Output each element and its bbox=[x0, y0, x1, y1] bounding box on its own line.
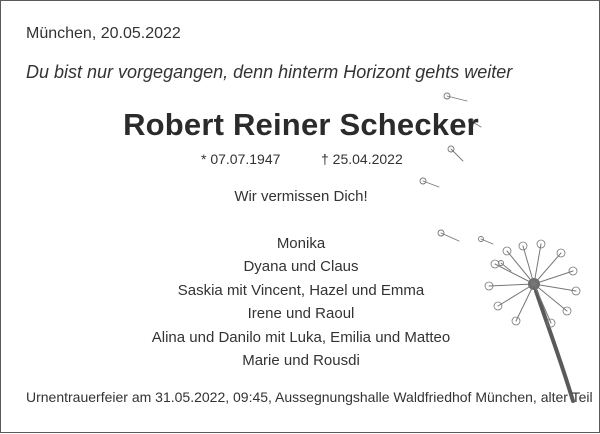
mourner-line: Irene und Raoul bbox=[247, 305, 355, 323]
mourner-line: Marie und Rousdi bbox=[242, 351, 360, 369]
birth-date: * 07.07.1947 bbox=[201, 151, 281, 167]
deceased-name: Robert Reiner Schecker bbox=[123, 107, 479, 142]
mourners-list bbox=[1, 232, 600, 372]
mourner-line: Dyana und Claus bbox=[243, 258, 359, 276]
farewell-line: Wir vermissen Dich! bbox=[234, 188, 368, 205]
place-date: München, 20.05.2022 bbox=[26, 25, 181, 42]
mourner-line: Monika bbox=[276, 235, 326, 252]
mourner-line: Alina und Danilo mit Luka, Emilia und Matteo bbox=[151, 328, 451, 346]
death-date: † 25.04.2022 bbox=[321, 151, 403, 167]
mourner-line: Saskia mit Vincent, Hazel und Emma bbox=[177, 281, 425, 299]
funeral-info: Urnentrauerfeier am 31.05.2022, 09:45, Aussegnungshalle Waldfriedhof München, alter Teil bbox=[26, 389, 593, 405]
motto: Du bist nur vorgegangen, denn hinterm Horizont gehts weiter bbox=[26, 62, 513, 82]
